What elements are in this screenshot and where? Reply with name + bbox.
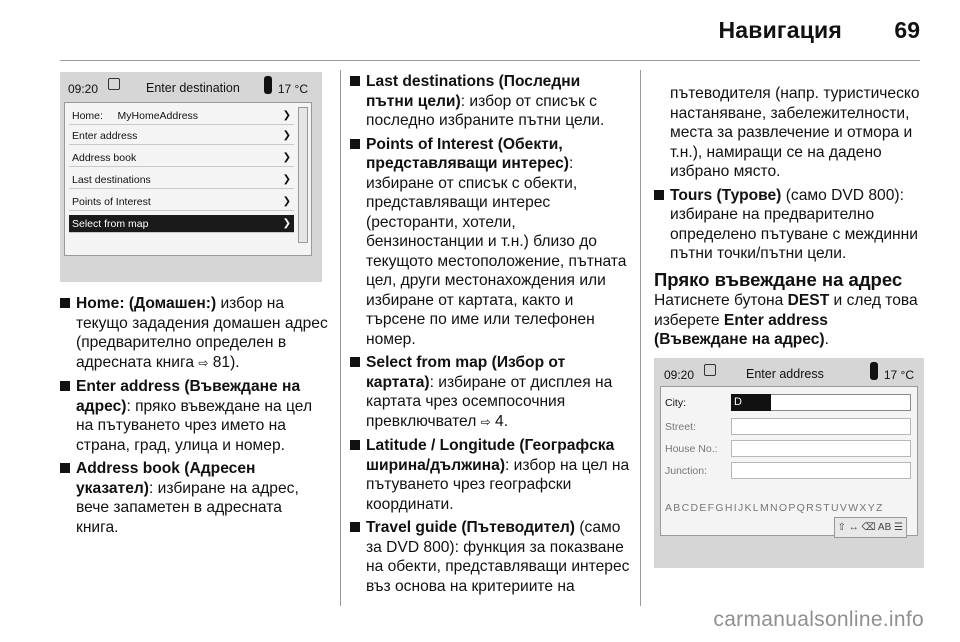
bullet-icon bbox=[350, 357, 360, 367]
section-heading: Пряко въвеждане на адрес bbox=[654, 268, 903, 290]
chevron-right-icon: ❯ bbox=[282, 110, 291, 121]
thermometer-icon bbox=[870, 362, 878, 380]
list-item: Address book (Адресен указател): избиране на адрес, вече запаметен в адресната книга. bbox=[60, 459, 328, 537]
screen-title: Enter address bbox=[746, 366, 824, 381]
thermometer-icon bbox=[264, 76, 272, 94]
list-item: Enter address (Въвеждане на адрес): пряко въвеждане на цел на пътуването чрез името на страна, град, улица и номер. bbox=[60, 377, 328, 455]
column-divider-1 bbox=[340, 70, 341, 606]
page-ref-icon: ⇨ bbox=[480, 414, 491, 429]
chevron-right-icon: ❯ bbox=[282, 152, 291, 163]
bullet-icon bbox=[350, 440, 360, 450]
junction-field[interactable]: Junction: bbox=[665, 461, 911, 481]
menu-item-address-book[interactable]: Address book ❯ bbox=[69, 149, 294, 167]
screen-status-bar bbox=[64, 72, 312, 100]
chevron-right-icon: ❯ bbox=[282, 218, 291, 229]
list-item: Last destinations (Последни пътни цели): избор от списък с последно избраните пътни цели. bbox=[350, 72, 630, 131]
bullet-icon bbox=[350, 522, 360, 532]
letter-speller[interactable]: ABCDEFGHIJKLMNOPQRSTUVWXYZ bbox=[665, 501, 884, 514]
menu-item-select-from-map[interactable]: Select from map ❯ bbox=[69, 215, 294, 233]
speller-tools[interactable]: ⇧ ↔ ⌫ AB ☰ bbox=[834, 517, 907, 539]
bullet-icon bbox=[60, 381, 70, 391]
house-number-field[interactable]: House No.: bbox=[665, 439, 911, 459]
bullet-icon bbox=[350, 76, 360, 86]
page-title: Навигация bbox=[718, 17, 842, 43]
menu-list bbox=[64, 102, 312, 256]
column-divider-2 bbox=[640, 70, 641, 606]
chevron-right-icon: ❯ bbox=[282, 174, 291, 185]
menu-item-points-of-interest[interactable]: Points of Interest ❯ bbox=[69, 193, 294, 211]
column-3 bbox=[654, 84, 924, 568]
page-header bbox=[0, 0, 960, 60]
address-form bbox=[660, 386, 918, 536]
menu-item-last-destinations[interactable]: Last destinations ❯ bbox=[69, 171, 294, 189]
street-field[interactable]: Street: bbox=[665, 417, 911, 437]
chevron-right-icon: ❯ bbox=[282, 130, 291, 141]
city-field[interactable]: City: D bbox=[665, 393, 911, 413]
list-item: Tours (Турове) (само DVD 800): избиране на предварително определено пътуване с междинни пътни точки/пътни цели. bbox=[654, 186, 924, 264]
scrollbar[interactable] bbox=[298, 107, 308, 243]
clock: 09:20 bbox=[68, 82, 99, 96]
menu-item-enter-address[interactable]: Enter address ❯ bbox=[69, 127, 294, 145]
page-ref-icon: ⇨ bbox=[198, 355, 209, 370]
list-item: Travel guide (Пътеводител) (само за DVD 800): функция за показване на обекти, представляващи интерес въз основа на критериите на bbox=[350, 518, 630, 596]
column-1 bbox=[60, 72, 328, 541]
enter-destination-screen bbox=[60, 72, 322, 282]
list-item: Select from map (Избор от картата): избиране от дисплея на картата чрез осемпосочния превключвател ⇨ 4. bbox=[350, 353, 630, 432]
column-2 bbox=[350, 72, 630, 600]
page-number: 69 bbox=[894, 17, 920, 43]
bullet-icon bbox=[350, 139, 360, 149]
menu-item-home[interactable]: Home: MyHomeAddress ❯ bbox=[69, 107, 294, 125]
clock: 09:20 bbox=[664, 367, 695, 382]
header-divider bbox=[60, 60, 920, 61]
chevron-right-icon: ❯ bbox=[282, 196, 291, 207]
bullet-icon bbox=[60, 298, 70, 308]
list-item: Latitude / Longitude (Географска ширина/дължина): избор на цел на пътуването чрез географски координати. bbox=[350, 436, 630, 514]
screen-status-bar bbox=[660, 358, 918, 386]
nav-status-icon bbox=[704, 364, 716, 376]
list-item: Points of Interest (Обекти, представляващи интерес): избиране от списък с обекти, представляващи интерес (ресторанти, хотели, бензиностанции и т.н.) близо до текущото местоположение, пътната цел, други местонахождения или избиране от картата, както и търсене по име или телефонен номер. bbox=[350, 135, 630, 350]
bullet-icon bbox=[654, 190, 664, 200]
temperature: 17 °C bbox=[277, 82, 308, 96]
screen-title: Enter destination bbox=[146, 81, 240, 95]
bullet-icon bbox=[60, 463, 70, 473]
instruction-paragraph: Натиснете бутона DEST и след това изберете Enter address (Въвеждане на адрес). bbox=[654, 292, 918, 348]
nav-status-icon bbox=[108, 78, 120, 90]
temperature: 17 °C bbox=[883, 367, 914, 382]
list-item: Home: (Домашен:) избор на текущо зададения домашен адрес (предварително определен в адресната книга ⇨ 81). bbox=[60, 294, 328, 373]
watermark: carmanualsonline.info bbox=[713, 608, 924, 631]
enter-address-screen bbox=[654, 358, 924, 568]
continued-text: пътеводителя (напр. туристическо настаняване, забележителности, места за развлечение и отмора и т.н.), намиращи се на дадено избрано място. bbox=[670, 85, 920, 180]
